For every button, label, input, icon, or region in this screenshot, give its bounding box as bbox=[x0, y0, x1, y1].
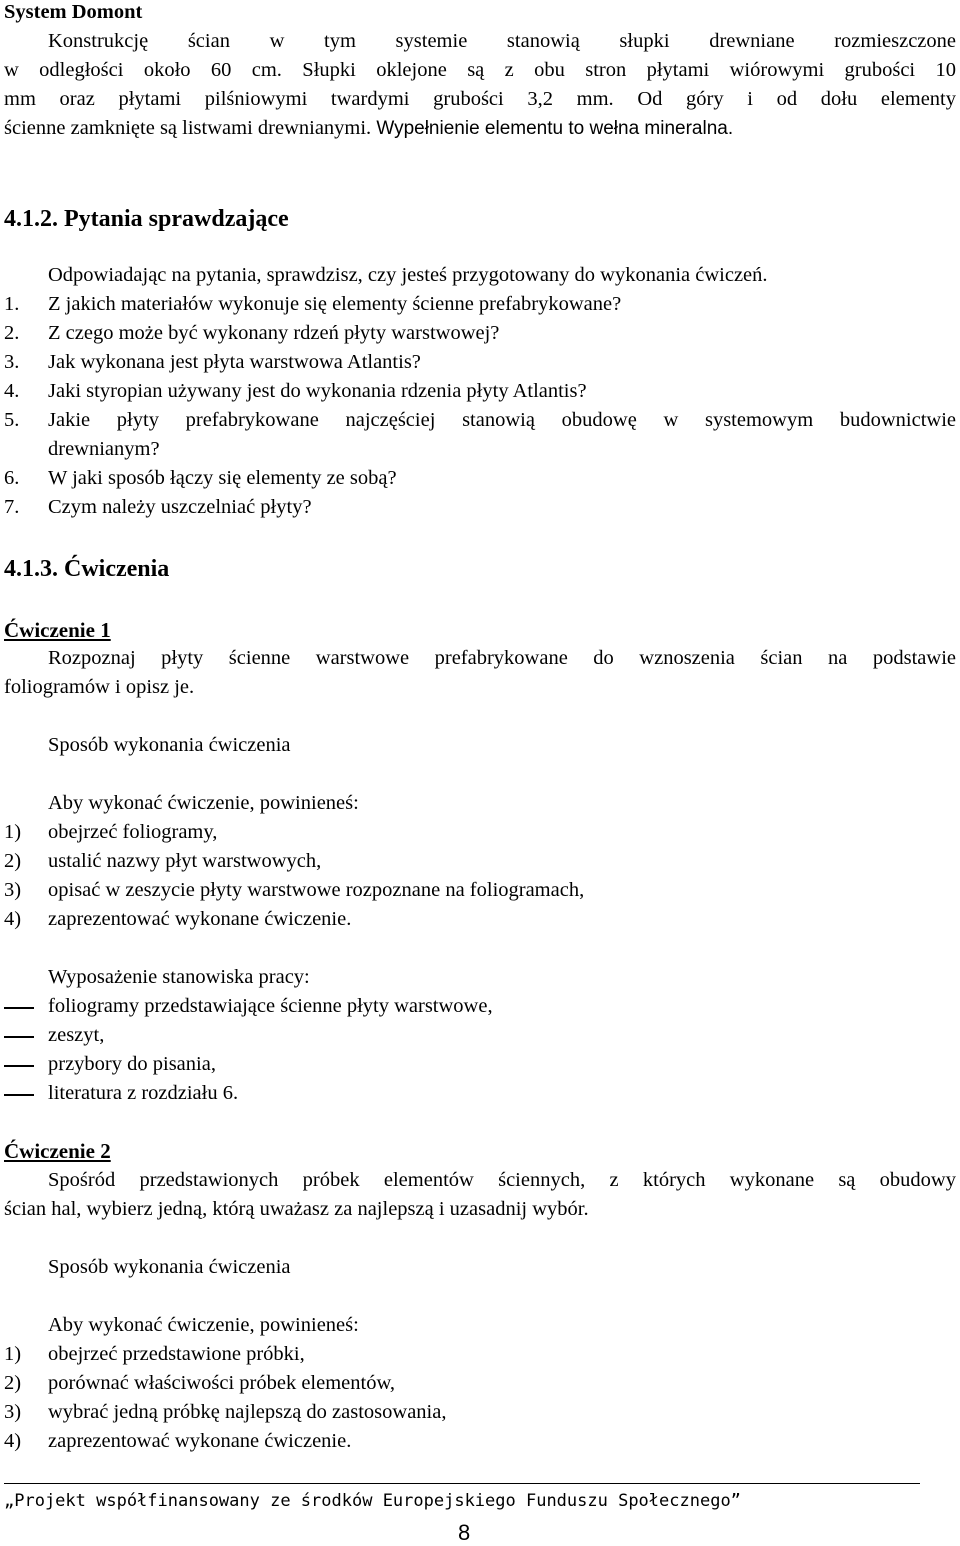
step-number: 3) bbox=[4, 879, 22, 901]
should-label: Aby wykonać ćwiczenie, powinieneś: bbox=[48, 792, 359, 814]
page-number: 8 bbox=[458, 1520, 471, 1545]
item-number: 2. bbox=[4, 322, 20, 344]
equipment-item: foliogramy przedstawiające ścienne płyty warstwowe, bbox=[48, 995, 493, 1017]
equipment-label: Wyposażenie stanowiska pracy: bbox=[48, 966, 310, 988]
exercise-2-text: ścian hal, wybierz jedną, którą uważasz za najlepszą i uzasadnij wybór. bbox=[4, 1198, 589, 1220]
item-text: W jaki sposób łączy się elementy ze sobą? bbox=[48, 467, 397, 489]
section-title: System Domont bbox=[4, 1, 143, 23]
footer-rule bbox=[4, 1483, 920, 1484]
step-number: 2) bbox=[4, 850, 22, 872]
step-number: 2) bbox=[4, 1372, 22, 1394]
step-number: 4) bbox=[4, 908, 22, 930]
item-text: Jak wykonana jest płyta warstwowa Atlantis? bbox=[48, 351, 421, 373]
item-text: Z jakich materiałów wykonuje się elementy ścienne prefabrykowane? bbox=[48, 293, 622, 315]
step-number: 1) bbox=[4, 821, 22, 843]
paragraph-line: Konstrukcję ścian w tym systemie stanowią słupki drewniane rozmieszczone bbox=[48, 30, 956, 52]
step-text: wybrać jedną próbkę najlepszą do zastosowania, bbox=[48, 1401, 447, 1423]
item-text: Jakie płyty prefabrykowane najczęściej stanowią obudowę w systemowym budownictwie bbox=[48, 409, 956, 431]
method-label: Sposób wykonania ćwiczenia bbox=[48, 1256, 291, 1278]
should-label: Aby wykonać ćwiczenie, powinieneś: bbox=[48, 1314, 359, 1336]
step-number: 3) bbox=[4, 1401, 22, 1423]
dash-bullet bbox=[4, 1094, 34, 1096]
paragraph-text: Wypełnienie elementu to wełna mineralna. bbox=[376, 118, 734, 139]
exercise-1-text: foliogramów i opisz je. bbox=[4, 676, 195, 698]
dash-bullet bbox=[4, 1007, 34, 1009]
paragraph-line: mm oraz płytami pilśniowymi twardymi grubości 3,2 mm. Od góry i od dołu elementy bbox=[4, 88, 956, 110]
step-text: opisać w zeszycie płyty warstwowe rozpoznane na foliogramach, bbox=[48, 879, 585, 901]
equipment-item: literatura z rozdziału 6. bbox=[48, 1082, 239, 1104]
step-number: 1) bbox=[4, 1343, 22, 1365]
step-text: ustalić nazwy płyt warstwowych, bbox=[48, 850, 322, 872]
heading-questions: 4.1.2. Pytania sprawdzające bbox=[4, 206, 289, 232]
item-number: 5. bbox=[4, 409, 20, 431]
exercise-2-title: Ćwiczenie 2 bbox=[4, 1139, 111, 1163]
equipment-item: zeszyt, bbox=[48, 1024, 105, 1046]
step-text: zaprezentować wykonane ćwiczenie. bbox=[48, 1430, 352, 1452]
paragraph-line: w odległości około 60 cm. Słupki oklejone są z obu stron płytami wiórowymi grubości 10 bbox=[4, 59, 956, 81]
dash-bullet bbox=[4, 1036, 34, 1038]
item-text-continued: drewnianym? bbox=[48, 438, 160, 460]
item-number: 3. bbox=[4, 351, 20, 373]
step-text: obejrzeć foliogramy, bbox=[48, 821, 218, 843]
exercise-1-title: Ćwiczenie 1 bbox=[4, 618, 111, 642]
step-text: porównać właściwości próbek elementów, bbox=[48, 1372, 396, 1394]
step-text: obejrzeć przedstawione próbki, bbox=[48, 1343, 305, 1365]
heading-exercises: 4.1.3. Ćwiczenia bbox=[4, 556, 170, 582]
item-text: Z czego może być wykonany rdzeń płyty warstwowej? bbox=[48, 322, 500, 344]
item-text: Czym należy uszczelniać płyty? bbox=[48, 496, 312, 518]
paragraph-text: ścienne zamknięte są listwami drewnianymi. bbox=[4, 117, 372, 139]
item-number: 1. bbox=[4, 293, 20, 315]
questions-lead: Odpowiadając na pytania, sprawdzisz, czy jesteś przygotowany do wykonania ćwiczeń. bbox=[48, 264, 768, 286]
exercise-2-text: Spośród przedstawionych próbek elementów ściennych, z których wykonane są obudowy bbox=[48, 1169, 956, 1191]
step-text: zaprezentować wykonane ćwiczenie. bbox=[48, 908, 352, 930]
item-text: Jaki styropian używany jest do wykonania rdzenia płyty Atlantis? bbox=[48, 380, 587, 402]
method-label: Sposób wykonania ćwiczenia bbox=[48, 734, 291, 756]
equipment-item: przybory do pisania, bbox=[48, 1053, 216, 1075]
item-number: 7. bbox=[4, 496, 20, 518]
dash-bullet bbox=[4, 1065, 34, 1067]
exercise-1-text: Rozpoznaj płyty ścienne warstwowe prefabrykowane do wznoszenia ścian na podstawie bbox=[48, 647, 956, 669]
step-number: 4) bbox=[4, 1430, 22, 1452]
item-number: 6. bbox=[4, 467, 20, 489]
item-number: 4. bbox=[4, 380, 20, 402]
paragraph-line bbox=[4, 118, 733, 139]
footer-text: „Projekt współfinansowany ze środków Europejskiego Funduszu Społecznego” bbox=[4, 1491, 741, 1511]
